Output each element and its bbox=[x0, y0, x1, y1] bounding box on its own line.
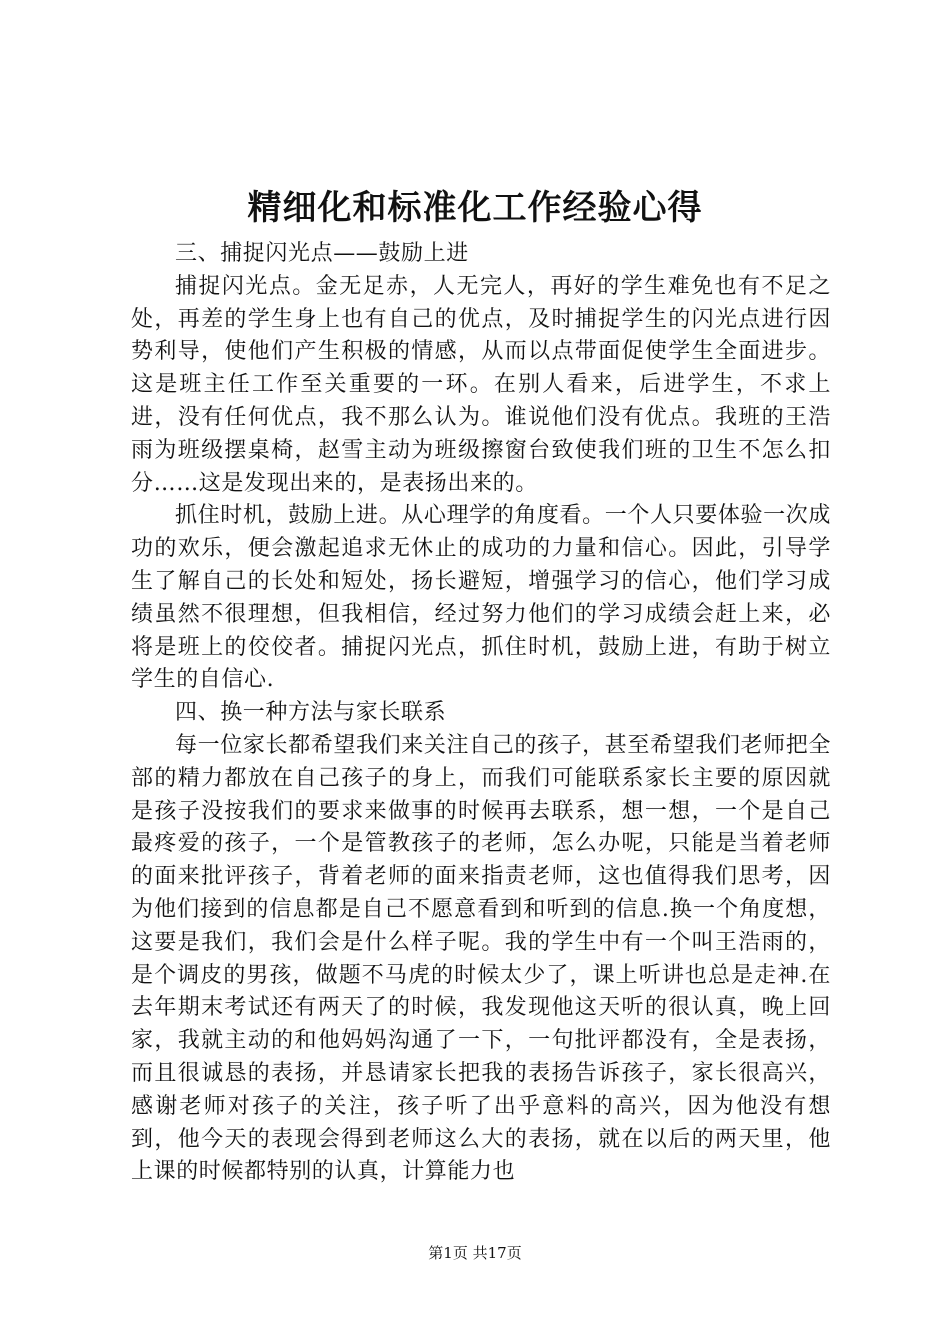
paragraph-parent-contact: 每一位家长都希望我们来关注自己的孩子，甚至希望我们老师把全部的精力都放在自己孩子的身上，而我们可能联系家长主要的原因就是孩子没按我们的要求来做事的时候再去联系，想一想，一个是自己最疼爱的孩子，一个是管教孩子的老师，怎么办呢，只能是当着老师的面来批评孩子，背着老师的面来指责老师，这也值得我们思考，因为他们接到的信息都是自己不愿意看到和听到的信息.换一个角度想，这要是我们，我们会是什么样子呢。我的学生中有一个叫王浩雨的，是个调皮的男孩，做题不马虎的时候太少了，课上听讲也总是走神.在去年期末考试还有两天了的时候，我发现他这天听的很认真，晚上回家，我就主动的和他妈妈沟通了一下，一句批评都没有，全是表扬，而且很诚恳的表扬，并恳请家长把我的表扬告诉孩子，家长很高兴，感谢老师对孩子的关注，孩子听了出乎意料的高兴，因为他没有想到，他今天的表现会得到老师这么大的表扬，就在以后的两天里，他上课的时候都特别的认真，计算能力也 bbox=[131, 732, 831, 1185]
paragraph-seize-opportunity: 抓住时机，鼓励上进。从心理学的角度看。一个人只要体验一次成功的欢乐，便会激起追求无休止的成功的力量和信心。因此，引导学生了解自己的长处和短处，扬长避短，增强学习的信心，他们学习成绩虽然不很理想，但我相信，经过努力他们的学习成绩会赶上来，必将是班上的佼佼者。捕捉闪光点，抓住时机，鼓励上进，有助于树立学生的自信心. bbox=[131, 503, 831, 693]
document-title: 精细化和标准化工作经验心得 bbox=[247, 188, 703, 228]
page-footer: 第1页 共17页 bbox=[428, 1244, 522, 1262]
document-body bbox=[131, 238, 831, 1189]
section-heading-3: 三、捕捉闪光点——鼓励上进 bbox=[175, 241, 469, 266]
section-heading-4: 四、换一种方法与家长联系 bbox=[175, 700, 447, 726]
paragraph-capture-highlights: 捕捉闪光点。金无足赤，人无完人，再好的学生难免也有不足之处，再差的学生身上也有自己的优点，及时捕捉学生的闪光点进行因势利导，使他们产生积极的情感，从而以点带面促使学生全面进步。这是班主任工作至关重要的一环。在别人看来，后进学生，不求上进，没有任何优点，我不那么认为。谁说他们没有优点。我班的王浩雨为班级摆桌椅，赵雪主动为班级擦窗台致使我们班的卫生不怎么扣分……这是发现出来的，是表扬出来的。 bbox=[131, 273, 831, 496]
